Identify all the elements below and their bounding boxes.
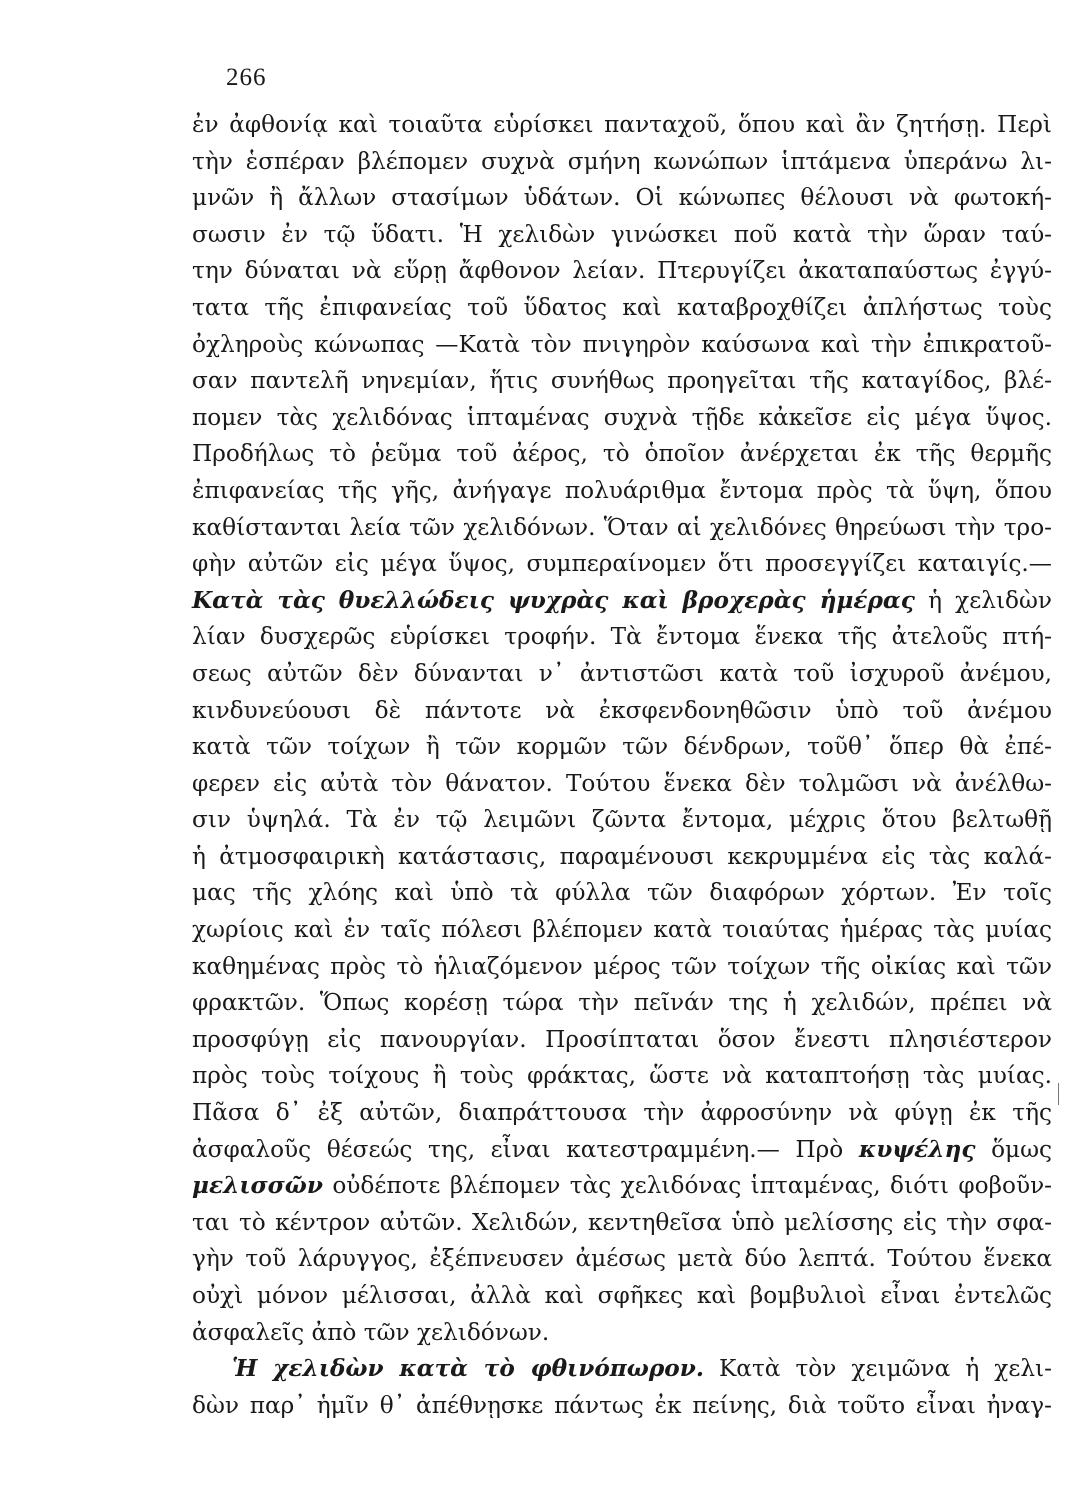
text-line (192, 546, 1052, 583)
text-line (192, 1168, 1052, 1205)
emphasis-text: Ἡ χελιδὼν κατὰ τὸ φθινόπωρον. (232, 1355, 704, 1383)
text-line (192, 1241, 1052, 1278)
text-segment: κατὰ τῶν τοίχων ἢ τῶν κορμῶν τῶν δένδρων, τοῦθ᾽ ὅπερ θὰ ἐπέ- (192, 733, 1052, 761)
page-number: 266 (226, 64, 267, 91)
text-segment: ὅμως (975, 1135, 1052, 1163)
text-line (192, 363, 1052, 400)
text-segment: ται τὸ κέντρον αὐτῶν. Χελιδών, κεντηθεῖσα ὑπὸ μελίσσης εἰς τὴν σφα- (192, 1208, 1052, 1236)
text-line (192, 729, 1052, 766)
text-segment: καθίστανται λεία τῶν χελιδόνων. Ὅταν αἱ χελιδόνες θηρεύωσι τὴν τρο- (192, 513, 1052, 541)
text-segment: σαν παντελῆ νηνεμίαν, ἥτις συνήθως προηγεῖται τῆς καταγίδος, βλέ- (192, 367, 1052, 395)
text-segment: φερεν εἰς αὐτὰ τὸν θάνατον. Τούτου ἕνεκα δὲν τολμῶσι νὰ ἀνέλθω- (192, 769, 1052, 797)
text-line (192, 217, 1052, 254)
emphasis-text: κυψέλης (858, 1135, 976, 1163)
text-segment: ἐπιφανείας τῆς γῆς, ἀνήγαγε πολυάριθμα ἔντομα πρὸς τὰ ὕψη, ὅπου (192, 476, 1052, 504)
text-line (192, 253, 1052, 290)
body-text (192, 107, 1052, 1424)
text-line (192, 144, 1052, 181)
text-line (192, 1058, 1052, 1095)
text-line (192, 1388, 1052, 1425)
text-segment: τατα τῆς ἐπιφανείας τοῦ ὕδατος καὶ καταβροχθίζει ἀπλήστως τοὺς (192, 293, 1052, 321)
margin-mark (1058, 1083, 1059, 1105)
text-segment: μας τῆς χλόης καὶ ὑπὸ τὰ φύλλα τῶν διαφόρων χόρτων. Ἐν τοῖς (192, 879, 1052, 907)
text-line (192, 619, 1052, 656)
text-line (192, 1205, 1052, 1242)
text-segment: ἡ ἀτμοσφαιρικὴ κατάστασις, παραμένουσι κεκρυμμένα εἰς τὰς καλά- (192, 842, 1052, 870)
text-segment: καθημένας πρὸς τὸ ἡλιαζόμενον μέρος τῶν τοίχων τῆς οἰκίας καὶ τῶν (192, 952, 1052, 980)
text-line (192, 327, 1052, 364)
emphasis-text: μελισσῶν (192, 1172, 323, 1200)
text-segment: σωσιν ἐν τῷ ὕδατι. Ἡ χελιδὼν γινώσκει ποῦ κατὰ τὴν ὥραν ταύ- (192, 220, 1052, 248)
text-segment: ἀσφαλεῖς ἀπὸ τῶν χελιδόνων. (192, 1318, 550, 1346)
text-line (192, 1351, 1052, 1388)
text-segment: οὐδέποτε βλέπομεν τὰς χελιδόνας ἱπταμένας, διότι φοβοῦν- (322, 1172, 1052, 1200)
text-segment: πομεν τὰς χελιδόνας ἱπταμένας συχνὰ τῇδε κἀκεῖσε εἰς μέγα ὕψος. (192, 403, 1052, 431)
text-line (192, 839, 1052, 876)
text-line (192, 1278, 1052, 1315)
text-segment: τὴν ἑσπέραν βλέπομεν συχνὰ σμήνη κωνώπων ἱπτάμενα ὑπεράνω λι- (192, 147, 1052, 175)
text-segment: σεως αὐτῶν δὲν δύνανται ν᾽ ἀντιστῶσι κατὰ τοῦ ἰσχυροῦ ἀνέμου, (192, 659, 1052, 687)
text-line (192, 290, 1052, 327)
text-line (192, 802, 1052, 839)
text-line (192, 583, 1052, 620)
text-line (192, 473, 1052, 510)
text-segment: Κατὰ τὸν χειμῶνα ἡ χελι- (703, 1355, 1052, 1383)
text-segment: ἀσφαλοῦς θέσεώς της, εἶναι κατεστραμμένη.— Πρὸ (192, 1135, 859, 1163)
text-line (192, 400, 1052, 437)
text-segment: ἐν ἀφθονίᾳ καὶ τοιαῦτα εὑρίσκει πανταχοῦ, ὅπου καὶ ἂν ζητήσῃ. Περὶ (192, 111, 1052, 138)
text-segment: πρὸς τοὺς τοίχους ἢ τοὺς φράκτας, ὥστε νὰ καταπτοήσῃ τὰς μυίας. (192, 1062, 1052, 1090)
text-line (192, 1132, 1052, 1169)
text-line (192, 875, 1052, 912)
text-segment: σιν ὑψηλά. Τὰ ἐν τῷ λειμῶνι ζῶντα ἔντομα, μέχρις ὅτου βελτωθῇ (192, 806, 1052, 834)
text-line (192, 107, 1052, 144)
text-segment: οὐχὶ μόνον μέλισσαι, ἀλλὰ καὶ σφῆκες καὶ βομβυλιοὶ εἶναι ἐντελῶς (192, 1282, 1052, 1309)
text-segment: φὴν αὐτῶν εἰς μέγα ὕψος, συμπεραίνομεν ὅτι προσεγγίζει καταιγίς.— (192, 550, 1052, 578)
text-segment: ἡ χελιδὼν (914, 586, 1052, 614)
text-line (192, 1095, 1052, 1132)
text-segment: δὼν παρ᾽ ἡμῖν θ᾽ ἀπέθνῃσκε πάντως ἐκ πείνης, διὰ τοῦτο εἶναι ἠναγ- (192, 1391, 1052, 1419)
text-segment: ὀχληροὺς κώνωπας —Κατὰ τὸν πνιγηρὸν καύσωνα καὶ τὴν ἐπικρατοῦ- (192, 330, 1052, 358)
text-segment: προσφύγῃ εἰς πανουργίαν. Προσίπταται ὅσον ἔνεστι πλησιέστερον (192, 1025, 1052, 1053)
text-line (192, 1022, 1052, 1059)
text-segment: φρακτῶν. Ὅπως κορέσῃ τώρα τὴν πεῖνάν της ἡ χελιδών, πρέπει νὰ (192, 989, 1052, 1017)
text-segment: χωρίοις καὶ ἐν ταῖς πόλεσι βλέπομεν κατὰ τοιαύτας ἡμέρας τὰς μυίας (192, 916, 1052, 944)
emphasis-text: Κατὰ τὰς θυελλώδεις ψυχρὰς καὶ βροχερὰς ἡμέρας (192, 586, 915, 614)
text-line (192, 510, 1052, 547)
text-segment: την δύναται νὰ εὕρῃ ἄφθονον λείαν. Πτερυγίζει ἀκαταπαύστως ἐγγύ- (192, 257, 1052, 285)
text-segment: γὴν τοῦ λάρυγγος, ἐξέπνευσεν ἀμέσως μετὰ δύο λεπτά. Τούτου ἕνεκα (192, 1245, 1052, 1273)
text-line (192, 766, 1052, 803)
text-line (192, 912, 1052, 949)
text-segment: λίαν δυσχερῶς εὑρίσκει τροφήν. Τὰ ἔντομα ἕνεκα τῆς ἀτελοῦς πτή- (192, 623, 1052, 651)
text-segment: κινδυνεύουσι δὲ πάντοτε νὰ ἐκσφενδονηθῶσιν ὑπὸ τοῦ ἀνέμου (192, 696, 1052, 724)
text-line (192, 693, 1052, 730)
text-line (192, 656, 1052, 693)
text-segment: μνῶν ἢ ἄλλων στασίμων ὑδάτων. Οἱ κώνωπες θέλουσι νὰ φωτοκή- (192, 184, 1052, 212)
text-line (192, 180, 1052, 217)
text-segment: Προδήλως τὸ ῥεῦμα τοῦ ἀέρος, τὸ ὁποῖον ἀνέρχεται ἐκ τῆς θερμῆς (192, 440, 1052, 468)
text-segment: Πᾶσα δ᾽ ἐξ αὐτῶν, διαπράττουσα τὴν ἀφροσύνην νὰ φύγῃ ἐκ τῆς (192, 1099, 1052, 1127)
text-line (192, 949, 1052, 986)
text-line (192, 985, 1052, 1022)
text-line (192, 436, 1052, 473)
text-line (192, 1315, 1052, 1352)
